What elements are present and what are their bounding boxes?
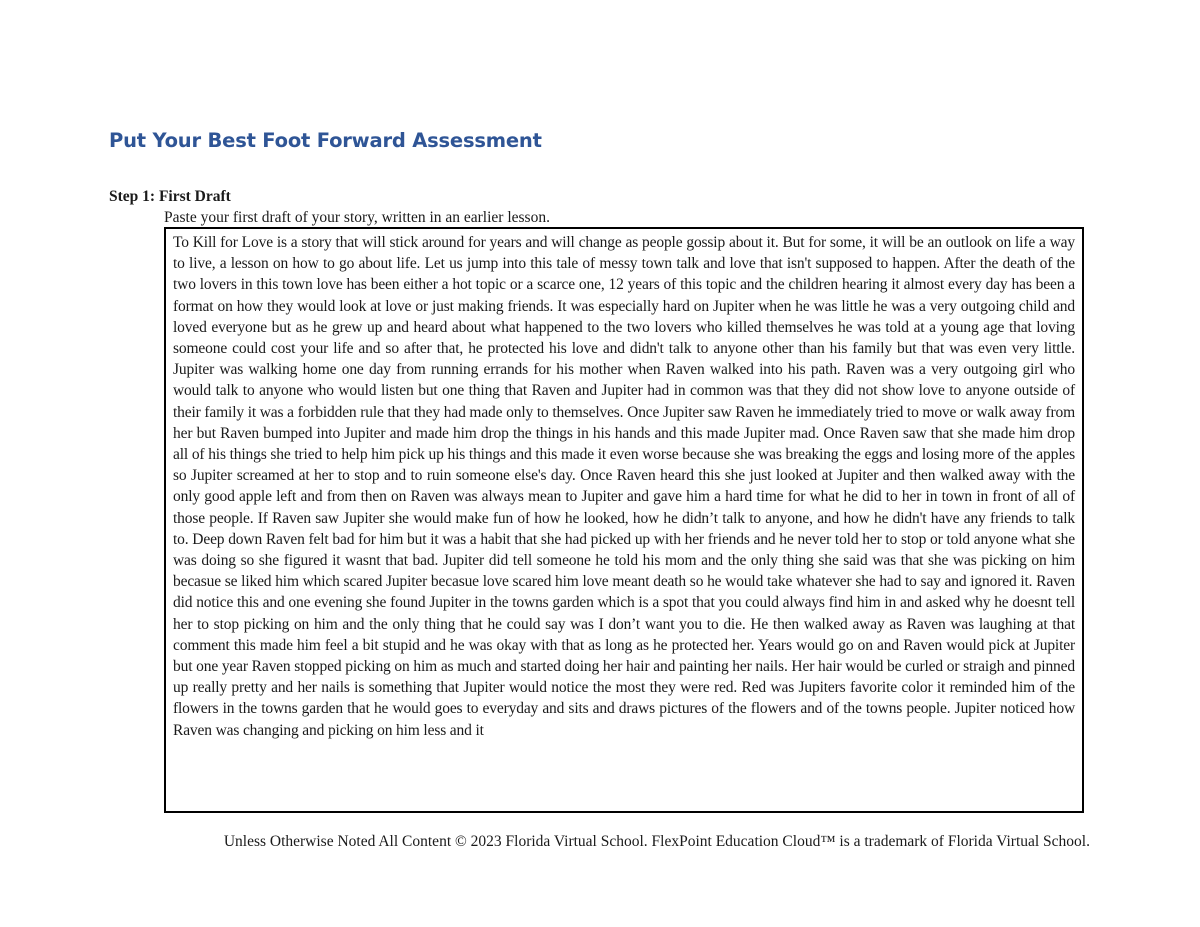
step-instruction: Paste your first draft of your story, written in an earlier lesson. (164, 209, 550, 226)
first-draft-text-box[interactable] (164, 227, 1084, 813)
page-title: Put Your Best Foot Forward Assessment (109, 129, 542, 152)
copyright-footer: Unless Otherwise Noted All Content © 2023 Florida Virtual School. FlexPoint Education Cloud™ is a trademark of Florida Virtual School. (223, 833, 1090, 850)
step-heading: Step 1: First Draft (109, 188, 231, 205)
first-draft-text: To Kill for Love is a story that will stick around for years and will change as people gossip about it. But for some, it will be an outlook on life a way to live, a lesson on how to go about life. Let us jump into this tale of messy town talk and love that isn't supposed to happen. After the death of the two lovers in this town love has been either a hot topic or a scarce one, 12 years of this topic and the children hearing it almost every day has been a format on how they would look at love or just making friends. It was especially hard on Jupiter when he was little he was a very outgoing child and loved everyone but as he grew up and heard about what happened to the two lovers who killed themselves he was told at a young age that loving someone could cost your life and so after that, he protected his love and didn't talk to anyone other than his family but that was even very little. Jupiter was walking home one day from running errands for his mother when Raven walked into his path. Raven was a very outgoing girl who would talk to anyone who would listen but one thing that Raven and Jupiter had in common was that they did not show love to anyone outside of their family it was a forbidden rule that they had made only to themselves. Once Jupiter saw Raven he immediately tried to move or walk away from her but Raven bumped into Jupiter and made him drop the things in his hands and this made Jupiter mad. Once Raven saw that she made him drop all of his things she tried to help him pick up his things and this made it even worse because she was breaking the eggs and losing more of the apples so Jupiter screamed at her to stop and to ruin someone else's day. Once Raven heard this she just looked at Jupiter and then walked away with the only good apple left and from then on Raven was always mean to Jupiter and gave him a hard time for what he did to her in town in front of all of those people. If Raven saw Jupiter she would make fun of how he looked, how he didn’t talk to anyone, and how he didn't have any friends to talk to. Deep down Raven felt bad for him but it was a habit that she had picked up with her friends and he never told her to stop or told anyone what she was doing so she figured it wasnt that bad. Jupiter did tell someone he told his mom and the only thing she said was that she was picking on him becasue se liked him which scared Jupiter becasue love scared him love meant death so he would take whatever she had to say and ignored it. Raven did notice this and one evening she found Jupiter in the towns garden which is a spot that you could always find him in and asked why he doesnt tell her to stop picking on him and the only thing that he could say was I don’t want you to die. He then walked away as Raven was laughing at that comment this made him feel a bit stupid and he was okay with that as long as he protected her. Years would go on and Raven would pick at Jupiter but one year Raven stopped picking on him as much and started doing her hair and painting her nails. Her hair would be curled or straigh and pinned up really pretty and her nails is something that Jupiter would notice the most they were red. Red was Jupiters favorite color it reminded him of the flowers in the towns garden that he would goes to everyday and sits and draws pictures of the flowers and of the towns people. Jupiter noticed how Raven was changing and picking on him less and it (173, 234, 1075, 739)
